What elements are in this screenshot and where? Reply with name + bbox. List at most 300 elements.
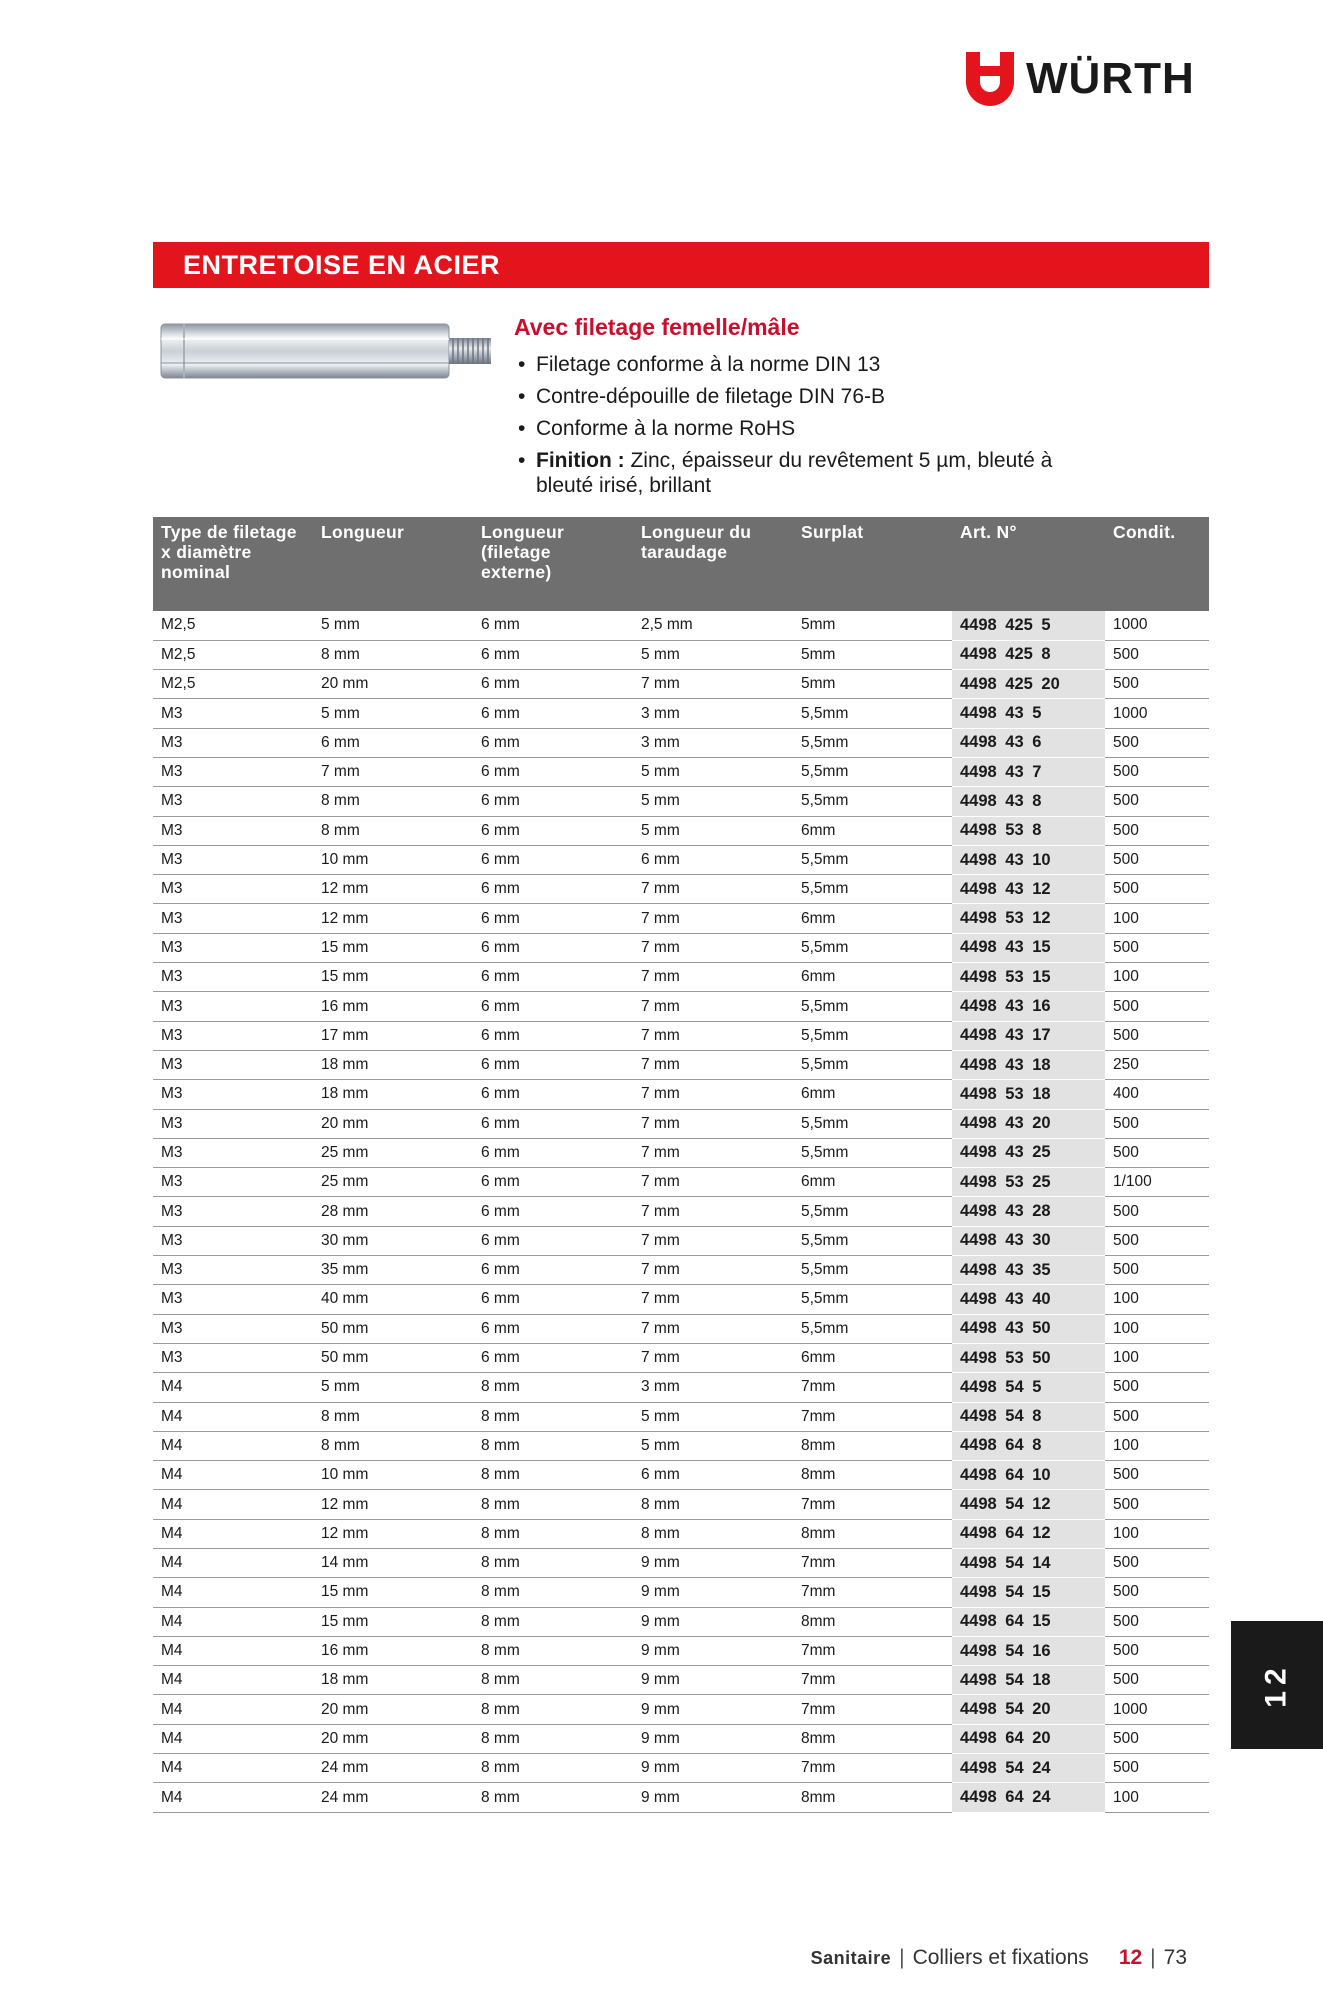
col-header-thread: Type de filetage x diamètre nominal xyxy=(153,517,313,611)
cell-tap-length: 7 mm xyxy=(633,1226,793,1255)
cell-length: 12 mm xyxy=(313,904,473,933)
cell-pack: 250 xyxy=(1105,1050,1209,1079)
cell-width-across-flats: 7mm xyxy=(793,1636,952,1665)
table-row xyxy=(153,1197,1209,1226)
footer-category: Sanitaire xyxy=(810,1948,892,1968)
table-row xyxy=(153,1490,1209,1519)
cell-thread: M4 xyxy=(153,1695,313,1724)
cell-thread-length: 6 mm xyxy=(473,1343,633,1372)
cell-pack: 1000 xyxy=(1105,1695,1209,1724)
cell-length: 25 mm xyxy=(313,1138,473,1167)
cell-art-no: 4498 43 16 xyxy=(952,992,1105,1021)
cell-art-no: 4498 43 8 xyxy=(952,787,1105,816)
feature-list xyxy=(514,352,1074,498)
cell-width-across-flats: 8mm xyxy=(793,1461,952,1490)
cell-thread: M4 xyxy=(153,1431,313,1460)
cell-tap-length: 7 mm xyxy=(633,1256,793,1285)
cell-width-across-flats: 6mm xyxy=(793,963,952,992)
table-row xyxy=(153,1050,1209,1079)
cell-thread: M4 xyxy=(153,1461,313,1490)
table-row xyxy=(153,757,1209,786)
cell-thread-length: 6 mm xyxy=(473,787,633,816)
cell-length: 20 mm xyxy=(313,1724,473,1753)
cell-thread: M3 xyxy=(153,845,313,874)
cell-thread: M3 xyxy=(153,904,313,933)
cell-pack: 100 xyxy=(1105,1285,1209,1314)
cell-thread: M3 xyxy=(153,1343,313,1372)
cell-art-no: 4498 43 20 xyxy=(952,1109,1105,1138)
cell-tap-length: 7 mm xyxy=(633,992,793,1021)
cell-pack: 500 xyxy=(1105,1490,1209,1519)
cell-length: 50 mm xyxy=(313,1314,473,1343)
cell-thread-length: 8 mm xyxy=(473,1724,633,1753)
table-row xyxy=(153,992,1209,1021)
cell-length: 5 mm xyxy=(313,1373,473,1402)
cell-thread-length: 8 mm xyxy=(473,1373,633,1402)
cell-thread-length: 6 mm xyxy=(473,904,633,933)
table-row xyxy=(153,1519,1209,1548)
wurth-logo-text: WÜRTH xyxy=(1026,54,1195,103)
cell-thread: M3 xyxy=(153,875,313,904)
cell-tap-length: 8 mm xyxy=(633,1490,793,1519)
cell-pack: 100 xyxy=(1105,1343,1209,1372)
cell-thread-length: 6 mm xyxy=(473,611,633,640)
cell-width-across-flats: 5,5mm xyxy=(793,845,952,874)
cell-length: 20 mm xyxy=(313,670,473,699)
cell-pack: 500 xyxy=(1105,1226,1209,1255)
cell-thread: M3 xyxy=(153,1285,313,1314)
cell-art-no: 4498 425 8 xyxy=(952,640,1105,669)
cell-tap-length: 5 mm xyxy=(633,816,793,845)
cell-width-across-flats: 5,5mm xyxy=(793,1138,952,1167)
table-row xyxy=(153,933,1209,962)
page-footer xyxy=(811,1946,1187,1970)
cell-thread: M4 xyxy=(153,1490,313,1519)
cell-length: 10 mm xyxy=(313,845,473,874)
cell-width-across-flats: 7mm xyxy=(793,1490,952,1519)
cell-pack: 500 xyxy=(1105,992,1209,1021)
cell-length: 25 mm xyxy=(313,1168,473,1197)
cell-width-across-flats: 5,5mm xyxy=(793,787,952,816)
table-row xyxy=(153,1343,1209,1372)
cell-length: 8 mm xyxy=(313,1431,473,1460)
cell-thread: M2,5 xyxy=(153,640,313,669)
cell-length: 18 mm xyxy=(313,1666,473,1695)
cell-art-no: 4498 64 12 xyxy=(952,1519,1105,1548)
cell-thread: M3 xyxy=(153,992,313,1021)
cell-pack: 100 xyxy=(1105,1314,1209,1343)
cell-width-across-flats: 7mm xyxy=(793,1695,952,1724)
cell-length: 8 mm xyxy=(313,1402,473,1431)
table-row xyxy=(153,1226,1209,1255)
cell-tap-length: 9 mm xyxy=(633,1549,793,1578)
cell-width-across-flats: 6mm xyxy=(793,816,952,845)
cell-art-no: 4498 43 6 xyxy=(952,728,1105,757)
table-row xyxy=(153,1285,1209,1314)
cell-width-across-flats: 5,5mm xyxy=(793,875,952,904)
col-header-pack: Condit. xyxy=(1105,517,1209,611)
cell-art-no: 4498 54 8 xyxy=(952,1402,1105,1431)
hex-spacer-image xyxy=(153,318,493,384)
footer-subcategory: Colliers et fixations xyxy=(912,1946,1089,1969)
cell-tap-length: 5 mm xyxy=(633,1402,793,1431)
cell-tap-length: 7 mm xyxy=(633,1138,793,1167)
cell-art-no: 4498 43 40 xyxy=(952,1285,1105,1314)
cell-pack: 500 xyxy=(1105,1607,1209,1636)
table-row xyxy=(153,1314,1209,1343)
cell-thread-length: 6 mm xyxy=(473,933,633,962)
wurth-logo xyxy=(966,52,1195,106)
cell-pack: 1000 xyxy=(1105,699,1209,728)
cell-art-no: 4498 43 30 xyxy=(952,1226,1105,1255)
cell-width-across-flats: 5,5mm xyxy=(793,1285,952,1314)
cell-length: 8 mm xyxy=(313,816,473,845)
cell-tap-length: 7 mm xyxy=(633,1021,793,1050)
table-row xyxy=(153,1373,1209,1402)
table-row xyxy=(153,1256,1209,1285)
cell-thread: M3 xyxy=(153,1168,313,1197)
table-row xyxy=(153,1431,1209,1460)
cell-length: 28 mm xyxy=(313,1197,473,1226)
cell-thread: M4 xyxy=(153,1519,313,1548)
cell-length: 14 mm xyxy=(313,1549,473,1578)
cell-art-no: 4498 64 10 xyxy=(952,1461,1105,1490)
cell-thread-length: 8 mm xyxy=(473,1666,633,1695)
cell-width-across-flats: 5mm xyxy=(793,640,952,669)
cell-thread-length: 6 mm xyxy=(473,699,633,728)
cell-length: 5 mm xyxy=(313,699,473,728)
cell-length: 8 mm xyxy=(313,640,473,669)
cell-art-no: 4498 64 24 xyxy=(952,1783,1105,1812)
cell-thread-length: 6 mm xyxy=(473,1080,633,1109)
cell-thread-length: 6 mm xyxy=(473,1050,633,1079)
cell-pack: 500 xyxy=(1105,1138,1209,1167)
table-row xyxy=(153,1402,1209,1431)
cell-tap-length: 9 mm xyxy=(633,1607,793,1636)
cell-thread-length: 8 mm xyxy=(473,1754,633,1783)
cell-thread: M4 xyxy=(153,1754,313,1783)
cell-art-no: 4498 425 5 xyxy=(952,611,1105,640)
cell-width-across-flats: 6mm xyxy=(793,904,952,933)
cell-tap-length: 7 mm xyxy=(633,1343,793,1372)
cell-width-across-flats: 8mm xyxy=(793,1607,952,1636)
cell-length: 12 mm xyxy=(313,875,473,904)
cell-thread-length: 6 mm xyxy=(473,1168,633,1197)
table-row xyxy=(153,1021,1209,1050)
cell-width-across-flats: 5,5mm xyxy=(793,1226,952,1255)
cell-pack: 500 xyxy=(1105,1021,1209,1050)
feature-item: • Conforme à la norme RoHS xyxy=(514,416,1074,441)
cell-width-across-flats: 8mm xyxy=(793,1783,952,1812)
cell-thread: M3 xyxy=(153,1109,313,1138)
table-row xyxy=(153,699,1209,728)
cell-thread-length: 6 mm xyxy=(473,1138,633,1167)
cell-length: 40 mm xyxy=(313,1285,473,1314)
cell-length: 5 mm xyxy=(313,611,473,640)
cell-pack: 500 xyxy=(1105,670,1209,699)
table-row xyxy=(153,1724,1209,1753)
cell-length: 15 mm xyxy=(313,933,473,962)
cell-width-across-flats: 5,5mm xyxy=(793,699,952,728)
cell-thread: M3 xyxy=(153,1314,313,1343)
table-row xyxy=(153,904,1209,933)
cell-art-no: 4498 54 20 xyxy=(952,1695,1105,1724)
cell-length: 24 mm xyxy=(313,1783,473,1812)
cell-thread: M3 xyxy=(153,728,313,757)
cell-tap-length: 9 mm xyxy=(633,1578,793,1607)
col-header-thread-length: Longueur (filetage externe) xyxy=(473,517,633,611)
cell-thread-length: 8 mm xyxy=(473,1490,633,1519)
product-subtitle: Avec filetage femelle/mâle xyxy=(514,314,800,340)
cell-art-no: 4498 43 15 xyxy=(952,933,1105,962)
cell-thread-length: 8 mm xyxy=(473,1519,633,1548)
cell-pack: 500 xyxy=(1105,787,1209,816)
cell-thread-length: 6 mm xyxy=(473,1314,633,1343)
cell-pack: 500 xyxy=(1105,1373,1209,1402)
cell-length: 15 mm xyxy=(313,1607,473,1636)
cell-tap-length: 3 mm xyxy=(633,699,793,728)
cell-thread-length: 6 mm xyxy=(473,640,633,669)
cell-width-across-flats: 5,5mm xyxy=(793,1314,952,1343)
cell-tap-length: 5 mm xyxy=(633,787,793,816)
cell-thread-length: 6 mm xyxy=(473,1226,633,1255)
cell-pack: 500 xyxy=(1105,1724,1209,1753)
cell-length: 30 mm xyxy=(313,1226,473,1255)
finish-text: Zinc, épaisseur du revêtement 5 µm, bleuté à bleuté irisé, brillant xyxy=(536,449,1053,497)
table-row xyxy=(153,1695,1209,1724)
cell-thread: M3 xyxy=(153,1226,313,1255)
col-header-art-no: Art. N° xyxy=(952,517,1105,611)
cell-thread-length: 6 mm xyxy=(473,728,633,757)
cell-tap-length: 7 mm xyxy=(633,1314,793,1343)
cell-tap-length: 7 mm xyxy=(633,1285,793,1314)
cell-thread-length: 6 mm xyxy=(473,1256,633,1285)
cell-width-across-flats: 6mm xyxy=(793,1080,952,1109)
cell-thread: M4 xyxy=(153,1607,313,1636)
cell-width-across-flats: 5,5mm xyxy=(793,757,952,786)
cell-art-no: 4498 425 20 xyxy=(952,670,1105,699)
footer-separator: | xyxy=(899,1946,905,1969)
cell-thread: M3 xyxy=(153,933,313,962)
cell-tap-length: 7 mm xyxy=(633,1080,793,1109)
cell-thread: M4 xyxy=(153,1724,313,1753)
cell-length: 15 mm xyxy=(313,963,473,992)
cell-tap-length: 3 mm xyxy=(633,728,793,757)
cell-width-across-flats: 5,5mm xyxy=(793,1109,952,1138)
cell-tap-length: 9 mm xyxy=(633,1666,793,1695)
cell-thread: M3 xyxy=(153,787,313,816)
cell-width-across-flats: 7mm xyxy=(793,1549,952,1578)
cell-thread-length: 8 mm xyxy=(473,1461,633,1490)
table-row xyxy=(153,1549,1209,1578)
cell-tap-length: 7 mm xyxy=(633,1109,793,1138)
feature-item-finish xyxy=(514,448,1074,498)
cell-thread-length: 6 mm xyxy=(473,963,633,992)
cell-tap-length: 7 mm xyxy=(633,1050,793,1079)
cell-pack: 100 xyxy=(1105,1431,1209,1460)
cell-pack: 1000 xyxy=(1105,611,1209,640)
cell-tap-length: 7 mm xyxy=(633,904,793,933)
cell-thread-length: 6 mm xyxy=(473,1021,633,1050)
cell-tap-length: 9 mm xyxy=(633,1636,793,1665)
chapter-side-tab-label: 12 xyxy=(1260,1662,1293,1708)
cell-tap-length: 7 mm xyxy=(633,933,793,962)
col-header-width-across-flats: Surplat xyxy=(793,517,952,611)
cell-thread: M3 xyxy=(153,1080,313,1109)
cell-tap-length: 8 mm xyxy=(633,1519,793,1548)
cell-length: 18 mm xyxy=(313,1050,473,1079)
cell-width-across-flats: 5,5mm xyxy=(793,933,952,962)
cell-thread-length: 8 mm xyxy=(473,1783,633,1812)
section-title: ENTRETOISE EN ACIER xyxy=(183,249,501,280)
cell-width-across-flats: 7mm xyxy=(793,1754,952,1783)
section-title-bar xyxy=(153,242,1209,288)
col-header-length: Longueur xyxy=(313,517,473,611)
cell-art-no: 4498 43 17 xyxy=(952,1021,1105,1050)
cell-pack: 100 xyxy=(1105,1519,1209,1548)
cell-thread: M4 xyxy=(153,1666,313,1695)
cell-tap-length: 5 mm xyxy=(633,757,793,786)
cell-thread-length: 6 mm xyxy=(473,670,633,699)
cell-thread: M4 xyxy=(153,1578,313,1607)
cell-art-no: 4498 43 50 xyxy=(952,1314,1105,1343)
cell-thread-length: 8 mm xyxy=(473,1607,633,1636)
cell-thread: M4 xyxy=(153,1783,313,1812)
cell-thread: M2,5 xyxy=(153,611,313,640)
cell-thread-length: 8 mm xyxy=(473,1431,633,1460)
cell-art-no: 4498 53 25 xyxy=(952,1168,1105,1197)
cell-thread-length: 8 mm xyxy=(473,1695,633,1724)
table-row xyxy=(153,1754,1209,1783)
cell-width-across-flats: 7mm xyxy=(793,1402,952,1431)
cell-pack: 500 xyxy=(1105,1578,1209,1607)
cell-thread: M3 xyxy=(153,1256,313,1285)
col-header-tap-length: Longueur du taraudage xyxy=(633,517,793,611)
table-row xyxy=(153,1578,1209,1607)
cell-pack: 100 xyxy=(1105,904,1209,933)
cell-tap-length: 7 mm xyxy=(633,875,793,904)
cell-pack: 500 xyxy=(1105,1636,1209,1665)
cell-art-no: 4498 54 24 xyxy=(952,1754,1105,1783)
cell-width-across-flats: 5,5mm xyxy=(793,728,952,757)
cell-thread: M3 xyxy=(153,1197,313,1226)
cell-art-no: 4498 43 18 xyxy=(952,1050,1105,1079)
cell-art-no: 4498 53 15 xyxy=(952,963,1105,992)
cell-tap-length: 7 mm xyxy=(633,1168,793,1197)
cell-tap-length: 6 mm xyxy=(633,1461,793,1490)
cell-thread: M4 xyxy=(153,1549,313,1578)
feature-item: • Filetage conforme à la norme DIN 13 xyxy=(514,352,1074,377)
cell-thread-length: 6 mm xyxy=(473,992,633,1021)
cell-thread-length: 6 mm xyxy=(473,757,633,786)
cell-art-no: 4498 54 16 xyxy=(952,1636,1105,1665)
table-row xyxy=(153,875,1209,904)
cell-tap-length: 2,5 mm xyxy=(633,611,793,640)
cell-tap-length: 3 mm xyxy=(633,1373,793,1402)
cell-thread-length: 8 mm xyxy=(473,1549,633,1578)
cell-art-no: 4498 43 25 xyxy=(952,1138,1105,1167)
table-row xyxy=(153,640,1209,669)
cell-art-no: 4498 53 12 xyxy=(952,904,1105,933)
cell-length: 12 mm xyxy=(313,1519,473,1548)
cell-art-no: 4498 43 7 xyxy=(952,757,1105,786)
cell-thread-length: 6 mm xyxy=(473,1109,633,1138)
cell-tap-length: 5 mm xyxy=(633,640,793,669)
table-row xyxy=(153,1461,1209,1490)
table-header-row xyxy=(153,517,1209,611)
cell-pack: 500 xyxy=(1105,875,1209,904)
cell-length: 20 mm xyxy=(313,1109,473,1138)
cell-tap-length: 5 mm xyxy=(633,1431,793,1460)
cell-thread-length: 6 mm xyxy=(473,845,633,874)
cell-tap-length: 9 mm xyxy=(633,1783,793,1812)
cell-width-across-flats: 7mm xyxy=(793,1666,952,1695)
cell-pack: 500 xyxy=(1105,933,1209,962)
table-row xyxy=(153,787,1209,816)
table-row xyxy=(153,1109,1209,1138)
cell-thread: M3 xyxy=(153,757,313,786)
cell-thread-length: 8 mm xyxy=(473,1402,633,1431)
cell-pack: 500 xyxy=(1105,1256,1209,1285)
finish-label: Finition : xyxy=(536,449,625,472)
cell-width-across-flats: 5,5mm xyxy=(793,1050,952,1079)
cell-length: 7 mm xyxy=(313,757,473,786)
cell-width-across-flats: 8mm xyxy=(793,1431,952,1460)
cell-length: 12 mm xyxy=(313,1490,473,1519)
cell-pack: 500 xyxy=(1105,1754,1209,1783)
cell-length: 20 mm xyxy=(313,1695,473,1724)
cell-length: 6 mm xyxy=(313,728,473,757)
cell-length: 8 mm xyxy=(313,787,473,816)
cell-width-across-flats: 8mm xyxy=(793,1724,952,1753)
table-row xyxy=(153,1080,1209,1109)
cell-pack: 100 xyxy=(1105,963,1209,992)
cell-thread: M3 xyxy=(153,816,313,845)
cell-art-no: 4498 64 15 xyxy=(952,1607,1105,1636)
table-row xyxy=(153,963,1209,992)
feature-item: • Contre-dépouille de filetage DIN 76-B xyxy=(514,384,1074,409)
cell-tap-length: 7 mm xyxy=(633,670,793,699)
footer-chapter: 12 xyxy=(1118,1946,1143,1969)
cell-art-no: 4498 43 10 xyxy=(952,845,1105,874)
cell-tap-length: 9 mm xyxy=(633,1754,793,1783)
table-row xyxy=(153,670,1209,699)
table-body xyxy=(153,611,1209,1812)
cell-pack: 500 xyxy=(1105,1197,1209,1226)
cell-thread: M2,5 xyxy=(153,670,313,699)
cell-length: 17 mm xyxy=(313,1021,473,1050)
cell-thread: M3 xyxy=(153,963,313,992)
cell-pack: 400 xyxy=(1105,1080,1209,1109)
table-row xyxy=(153,1607,1209,1636)
cell-pack: 500 xyxy=(1105,728,1209,757)
cell-length: 50 mm xyxy=(313,1343,473,1372)
cell-tap-length: 7 mm xyxy=(633,1197,793,1226)
cell-art-no: 4498 53 8 xyxy=(952,816,1105,845)
cell-art-no: 4498 43 12 xyxy=(952,875,1105,904)
cell-art-no: 4498 43 5 xyxy=(952,699,1105,728)
cell-width-across-flats: 8mm xyxy=(793,1519,952,1548)
cell-pack: 500 xyxy=(1105,640,1209,669)
table-row xyxy=(153,611,1209,640)
cell-width-across-flats: 5,5mm xyxy=(793,992,952,1021)
footer-page-separator: | xyxy=(1150,1946,1156,1969)
cell-art-no: 4498 54 18 xyxy=(952,1666,1105,1695)
cell-tap-length: 7 mm xyxy=(633,963,793,992)
cell-width-across-flats: 5,5mm xyxy=(793,1256,952,1285)
cell-width-across-flats: 5mm xyxy=(793,611,952,640)
chapter-side-tab xyxy=(1231,1621,1323,1749)
